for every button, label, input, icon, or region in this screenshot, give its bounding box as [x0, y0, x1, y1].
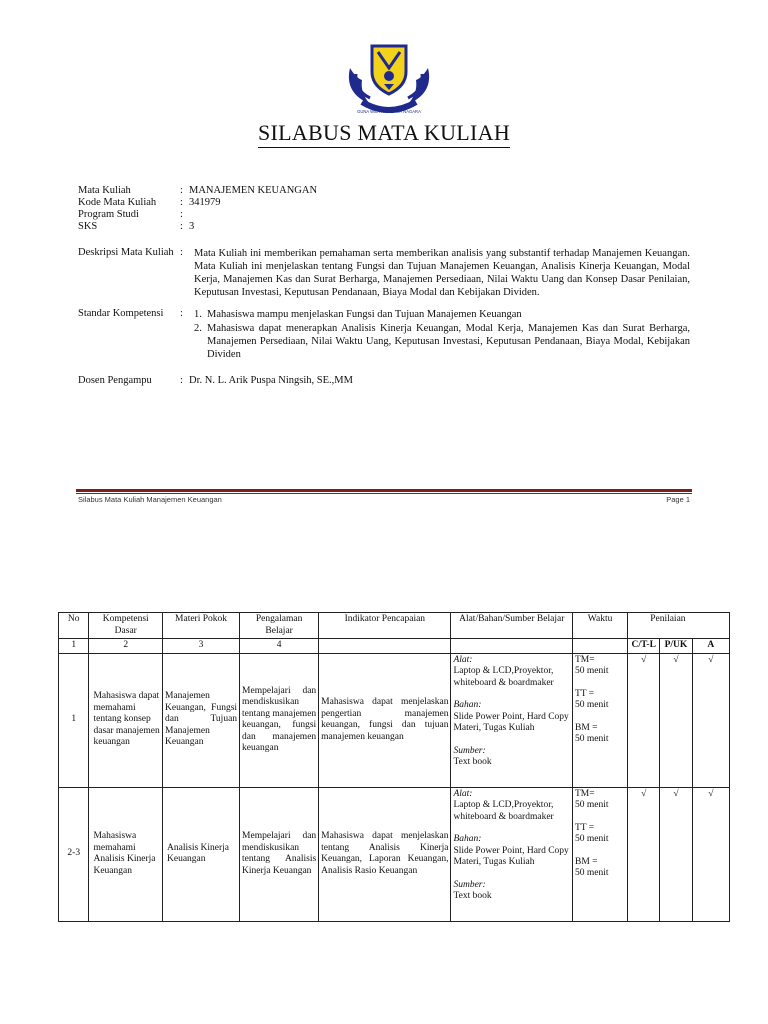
footer-rule — [76, 489, 692, 492]
syllabus-table — [58, 612, 730, 922]
sub-header-ctl: C/T-L — [628, 639, 660, 654]
table-row — [59, 787, 730, 921]
table-number-row — [59, 639, 730, 654]
field-value: 341979 — [189, 197, 221, 208]
row-pengalaman: Mempelajari dan mendiskusikan tentang Analisis Kinerja Keuangan — [240, 787, 319, 921]
sub-header-puk: P/UK — [660, 639, 692, 654]
check-ctl: √ — [628, 787, 660, 921]
university-logo — [340, 38, 438, 118]
field-value: 3 — [189, 221, 195, 232]
header-waktu: Waktu — [572, 613, 627, 639]
standar-num-2: 2. — [194, 323, 202, 334]
row-waktu: TM= 50 menit TT = 50 menit BM = 50 menit — [572, 653, 627, 787]
col-number: 4 — [240, 639, 319, 654]
header-alat: Alat/Bahan/Sumber Belajar — [451, 613, 573, 639]
row-materi: Analisis Kinerja Keuangan — [163, 787, 240, 921]
footer-title: Silabus Mata Kuliah Manajemen Keuangan — [78, 495, 222, 504]
row-pengalaman: Mempelajari dan mendiskusikan tentang manajemen keuangan, fungsi dan manajemen keuangan — [240, 653, 319, 787]
header-pengalaman: Pengalaman Belajar — [240, 613, 319, 639]
footer-page-number: Page 1 — [666, 495, 690, 504]
field-label: Program Studi — [78, 209, 139, 220]
field-value: Dr. N. L. Arik Puspa Ningsih, SE.,MM — [189, 375, 353, 386]
field-label: Dosen Pengampu — [78, 375, 152, 386]
header-indikator: Indikator Pencapaian — [319, 613, 451, 639]
row-no: 2-3 — [59, 787, 89, 921]
header-materi: Materi Pokok — [163, 613, 240, 639]
row-indikator: Mahasiswa dapat menjelaskan tentang Analisis Kinerja Keuangan, Laporan Keuangan, Analisis Rasio Keuangan — [319, 787, 451, 921]
logo-motto: GUNA WIDYA SEWAKA NAGARA — [357, 109, 421, 114]
header-penilaian: Penilaian — [628, 613, 730, 639]
check-puk: √ — [660, 653, 692, 787]
check-puk: √ — [660, 787, 692, 921]
check-a: √ — [692, 787, 729, 921]
field-value: MANAJEMEN KEUANGAN — [189, 185, 318, 196]
footer-rule-thin — [76, 493, 692, 494]
row-indikator: Mahasiswa dapat menjelaskan pengertian manajemen keuangan, fungsi dan tujuan manajemen keuangan — [319, 653, 451, 787]
field-label: Mata Kuliah — [78, 185, 131, 196]
col-number: 3 — [163, 639, 240, 654]
row-materi: Manajemen Keuangan, Fungsi dan Tujuan Manajemen Keuangan — [163, 653, 240, 787]
document-title: SILABUS MATA KULIAH — [0, 120, 768, 146]
sub-header-a: A — [692, 639, 729, 654]
standar-item-1: Mahasiswa mampu menjelaskan Fungsi dan Tujuan Manajemen Keuangan — [207, 309, 522, 320]
table-row — [59, 653, 730, 787]
standar-item-2: Mahasiswa dapat menerapkan Analisis Kinerja Keuangan, Modal Kerja, Manajemen Kas dan Surat Berharga, Manajemen Persediaan, Nilai Waktu Uang, Keputusan Investasi, Keputusan Pendanaan, Biaya Modal, Kebijakan Dividen — [207, 323, 690, 360]
field-label: SKS — [78, 221, 98, 232]
syllabus-page-1: GUNA WIDYA SEWAKA NAGARA SILABUS MATA KULIAH Mata Kuliah : MANAJEMEN KEUANGAN Kode Mata Kuliah : 341979 Program Studi : SKS : 3 Deskripsi Mata Kuliah : Mata Kuliah ini memberikan pemahaman serta memberikan analisis yang substantif terhadap Manajemen Keuangan. Mata Kuliah ini menjelaskan tentang Fungsi dan Tujuan Manajemen Keuangan, Analisis Kinerja Keuangan, Modal Kerja, Manajemen Kas dan Surat Berharga, Manajemen Persediaan, Nilai Waktu Uang dan Konsep Dasar Penilaian, Keputusan Investasi, Keputusan Pendanaan, Biaya Modal dan Kebijakan Dividen. Standar Kompetensi : 1. Mahasiswa mampu menjelaskan Fungsi dan Tujuan Manajemen Keuangan 2. Mahasiswa dapat menerapkan Analisis Kinerja Keuangan, Modal Kerja, Manajemen Kas dan Surat Berharga, Manajemen Persediaan, Nilai Waktu Uang, Keputusan Investasi, Keputusan Pendanaan, Biaya Modal, Kebijakan Dividen Dosen Pengampu : Dr. N. L. Arik Puspa Ningsih, SE.,MM Silabus Mata Kuliah Manajemen Keuangan Page 1 — [0, 0, 768, 512]
header-kompetensi: Kompetensi Dasar — [89, 613, 163, 639]
field-label: Kode Mata Kuliah — [78, 197, 157, 208]
row-kompetensi: Mahasiswa memahami Analisis Kinerja Keuangan — [89, 787, 163, 921]
row-waktu: TM= 50 menit TT = 50 menit BM = 50 menit — [572, 787, 627, 921]
row-alat: Alat: Laptop & LCD,Proyektor, whiteboard & boardmaker Bahan: Slide Power Point, Hard Copy Materi, Tugas Kuliah Sumber: Text book — [451, 653, 573, 787]
check-ctl: √ — [628, 653, 660, 787]
check-a: √ — [692, 653, 729, 787]
col-number: 2 — [89, 639, 163, 654]
table-header-row — [59, 613, 730, 639]
syllabus-table-area — [0, 600, 730, 940]
col-number: 1 — [59, 639, 89, 654]
row-kompetensi: Mahasiswa dapat memahami tentang konsep dasar manajemen keuangan — [89, 653, 163, 787]
standar-num-1: 1. — [194, 309, 202, 320]
header-no: No — [59, 613, 89, 639]
row-alat: Alat: Laptop & LCD,Proyektor, whiteboard & boardmaker Bahan: Slide Power Point, Hard Copy Materi, Tugas Kuliah Sumber: Text book — [451, 787, 573, 921]
row-no: 1 — [59, 653, 89, 787]
deskripsi-text: Mata Kuliah ini memberikan pemahaman serta memberikan analisis yang substantif terhadap Manajemen Keuangan. Mata Kuliah ini menjelaskan tentang Fungsi dan Tujuan Manajemen Keuangan, Analisis Kinerja Keuangan, Modal Kerja, Manajemen Kas dan Surat Berharga, Manajemen Persediaan, Nilai Waktu Uang dan Konsep Dasar Penilaian, Keputusan Investasi, Keputusan Pendanaan, Biaya Modal dan Kebijakan Dividen. — [194, 248, 690, 298]
